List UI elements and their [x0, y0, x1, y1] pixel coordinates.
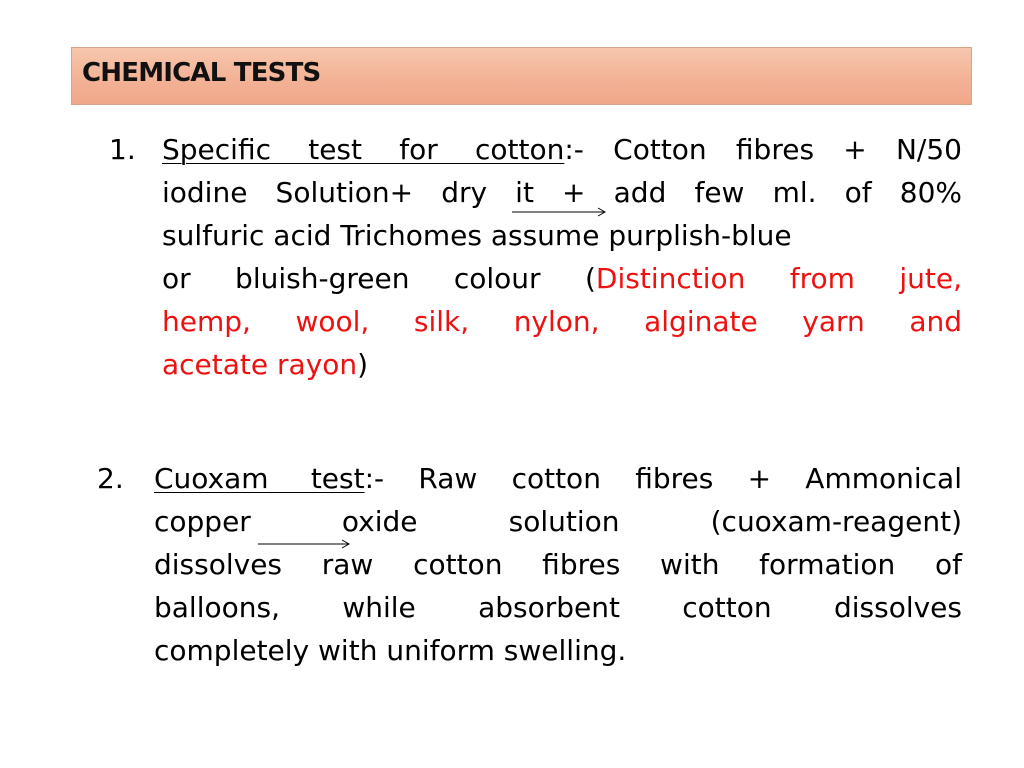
item-1-line-5: hemp, wool, silk, nylon, alginate yarn and: [162, 305, 962, 338]
item-1-heading: Specific test for cotton: [162, 133, 565, 166]
item-2-line-2: copper oxide solution (cuoxam-reagent): [154, 505, 962, 538]
item-2-line-4: balloons, while absorbent cotton dissolves: [154, 591, 962, 624]
item-2-heading: Cuoxam test: [154, 462, 365, 495]
item-1-separator: :-: [564, 133, 584, 166]
item-1-distinction-text: Distinction from jute,: [595, 262, 962, 295]
title-bar: [71, 47, 972, 105]
item-2-separator: :-: [364, 462, 385, 495]
item-number-2: 2.: [97, 462, 124, 495]
item-1-line-4-text: or bluish-green colour (: [162, 262, 596, 295]
item-1-line-1: [162, 128, 962, 171]
item-2-line-3: dissolves raw cotton fibres with formation of: [154, 548, 962, 581]
item-1-line-1-text: Cotton fibres + N/50: [583, 133, 962, 166]
page-title: CHEMICAL TESTS: [82, 58, 321, 88]
reaction-arrow-icon: [512, 206, 608, 218]
item-body-1: [162, 128, 962, 386]
item-1-line-6-red: acetate rayon: [162, 348, 358, 381]
item-body-2: [154, 457, 962, 672]
reaction-arrow-icon: [258, 538, 352, 550]
item-1-close-paren: ): [357, 348, 369, 381]
item-2-line-1-text: Raw cotton fibres + Ammonical: [384, 462, 962, 495]
item-2-line-5: completely with uniform swelling.: [154, 634, 627, 667]
item-1-line-4: [162, 257, 962, 300]
item-1-line-6: [162, 343, 962, 386]
item-1-line-2: iodine Solution+ dry it + add few ml. of 80%: [162, 176, 962, 209]
item-number-1: 1.: [109, 133, 136, 166]
item-2-line-1: [154, 457, 962, 500]
item-1-line-3: sulfuric acid Trichomes assume purplish-blue: [162, 219, 792, 252]
